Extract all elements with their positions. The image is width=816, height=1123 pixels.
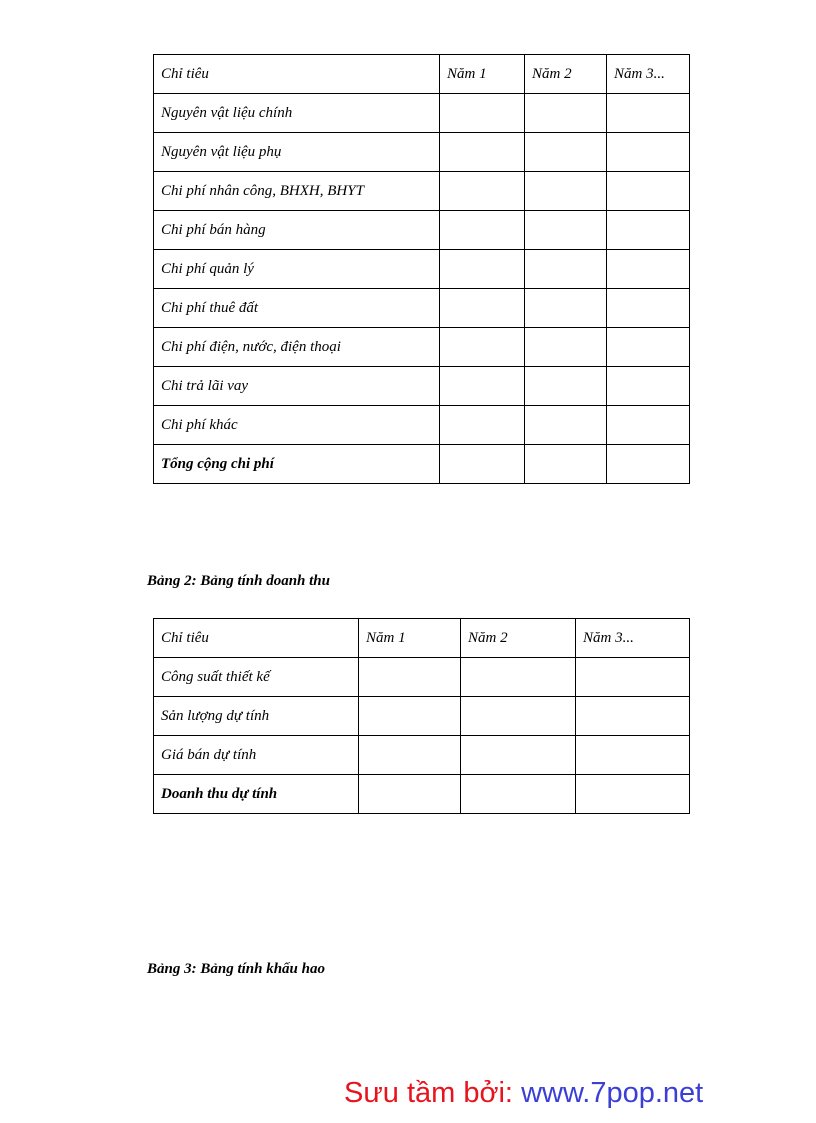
table-row bbox=[154, 289, 690, 328]
empty-cell bbox=[461, 697, 576, 736]
header-cell-nam-3: Năm 3... bbox=[607, 55, 690, 94]
empty-cell bbox=[607, 172, 690, 211]
empty-cell bbox=[607, 289, 690, 328]
row-label: Chi phí điện, nước, điện thoại bbox=[154, 328, 440, 367]
empty-cell bbox=[440, 133, 525, 172]
empty-cell bbox=[607, 367, 690, 406]
empty-cell bbox=[525, 406, 607, 445]
table-row bbox=[154, 736, 690, 775]
table-total-row bbox=[154, 775, 690, 814]
empty-cell bbox=[440, 406, 525, 445]
row-label: Chi phí quản lý bbox=[154, 250, 440, 289]
empty-cell bbox=[461, 736, 576, 775]
header-cell-nam-1: Năm 1 bbox=[440, 55, 525, 94]
empty-cell bbox=[525, 133, 607, 172]
table-header-row bbox=[154, 619, 690, 658]
header-cell-nam-1: Năm 1 bbox=[359, 619, 461, 658]
empty-cell bbox=[607, 250, 690, 289]
empty-cell bbox=[359, 658, 461, 697]
row-label: Chi trả lãi vay bbox=[154, 367, 440, 406]
empty-cell bbox=[525, 94, 607, 133]
empty-cell bbox=[440, 328, 525, 367]
row-label-total: Doanh thu dự tính bbox=[154, 775, 359, 814]
table-3-caption: Bảng 3: Bảng tính khấu hao bbox=[147, 961, 325, 977]
row-label: Công suất thiết kế bbox=[154, 658, 359, 697]
empty-cell bbox=[607, 328, 690, 367]
empty-cell bbox=[525, 211, 607, 250]
row-label: Nguyên vật liệu chính bbox=[154, 94, 440, 133]
row-label: Chi phí bán hàng bbox=[154, 211, 440, 250]
footer-url-link[interactable]: www.7pop.net bbox=[521, 1077, 704, 1109]
table-row bbox=[154, 211, 690, 250]
row-label: Nguyên vật liệu phụ bbox=[154, 133, 440, 172]
table-header-row bbox=[154, 55, 690, 94]
empty-cell bbox=[607, 406, 690, 445]
empty-cell bbox=[607, 133, 690, 172]
footer-label: Sưu tầm bởi: bbox=[344, 1077, 513, 1109]
empty-cell bbox=[576, 775, 690, 814]
empty-cell bbox=[607, 94, 690, 133]
row-label: Giá bán dự tính bbox=[154, 736, 359, 775]
empty-cell bbox=[359, 775, 461, 814]
header-cell-nam-2: Năm 2 bbox=[525, 55, 607, 94]
source-footer bbox=[344, 1077, 703, 1110]
empty-cell bbox=[440, 172, 525, 211]
header-cell-chi-tieu: Chỉ tiêu bbox=[154, 619, 359, 658]
empty-cell bbox=[359, 697, 461, 736]
revenue-table bbox=[153, 618, 690, 814]
row-label: Chi phí nhân công, BHXH, BHYT bbox=[154, 172, 440, 211]
table-2-caption: Bảng 2: Bảng tính doanh thu bbox=[147, 573, 330, 589]
header-cell-nam-2: Năm 2 bbox=[461, 619, 576, 658]
table-row bbox=[154, 367, 690, 406]
empty-cell bbox=[440, 211, 525, 250]
table-row bbox=[154, 328, 690, 367]
empty-cell bbox=[440, 445, 525, 484]
table-row bbox=[154, 94, 690, 133]
empty-cell bbox=[607, 445, 690, 484]
header-cell-nam-3: Năm 3... bbox=[576, 619, 690, 658]
empty-cell bbox=[525, 328, 607, 367]
table-row bbox=[154, 172, 690, 211]
empty-cell bbox=[440, 94, 525, 133]
row-label: Chi phí thuê đất bbox=[154, 289, 440, 328]
table-row bbox=[154, 658, 690, 697]
table-row bbox=[154, 133, 690, 172]
empty-cell bbox=[525, 289, 607, 328]
empty-cell bbox=[576, 736, 690, 775]
empty-cell bbox=[359, 736, 461, 775]
empty-cell bbox=[440, 250, 525, 289]
empty-cell bbox=[525, 250, 607, 289]
table-row bbox=[154, 697, 690, 736]
empty-cell bbox=[440, 367, 525, 406]
row-label: Chi phí khác bbox=[154, 406, 440, 445]
row-label-total: Tổng cộng chi phí bbox=[154, 445, 440, 484]
table-row bbox=[154, 406, 690, 445]
empty-cell bbox=[525, 445, 607, 484]
empty-cell bbox=[461, 775, 576, 814]
table-total-row bbox=[154, 445, 690, 484]
empty-cell bbox=[576, 658, 690, 697]
empty-cell bbox=[576, 697, 690, 736]
empty-cell bbox=[607, 211, 690, 250]
header-cell-chi-tieu: Chỉ tiêu bbox=[154, 55, 440, 94]
empty-cell bbox=[440, 289, 525, 328]
table-row bbox=[154, 250, 690, 289]
empty-cell bbox=[461, 658, 576, 697]
empty-cell bbox=[525, 172, 607, 211]
row-label: Sản lượng dự tính bbox=[154, 697, 359, 736]
empty-cell bbox=[525, 367, 607, 406]
cost-table bbox=[153, 54, 690, 484]
